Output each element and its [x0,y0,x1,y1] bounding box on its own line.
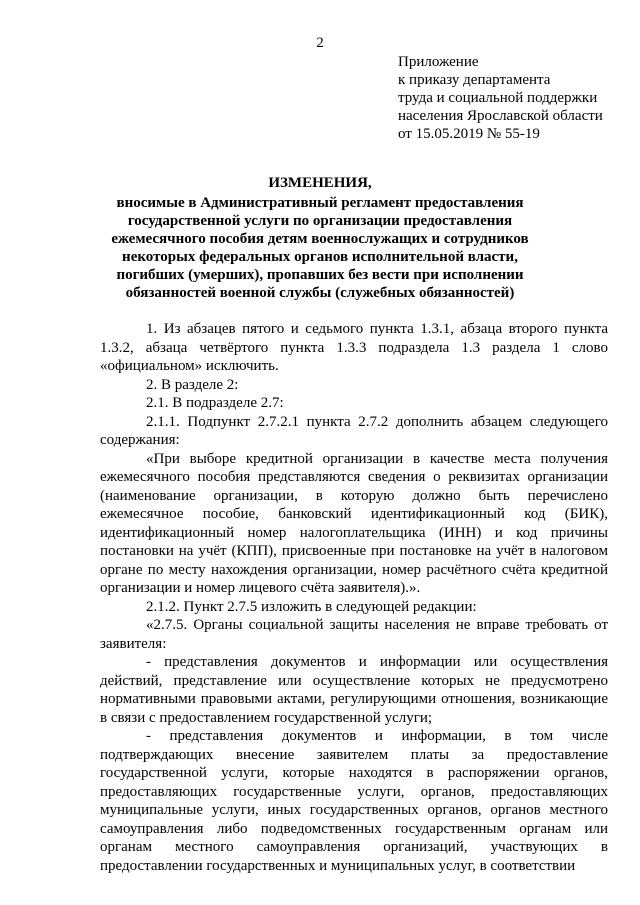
appendix-block [398,53,628,143]
page-number: 2 [316,35,324,51]
appendix-line: населения Ярославской области [398,108,603,124]
document-subtitle: вносимые в Административный регламент предоставления государственной услуги по организации предоставления ежемесячного пособия детям военнослужащих и сотрудников некоторых федеральных органов исполнительной власти, погибших (умерших), пропавших без вести при исполнении обязанностей военной службы (служебных обязанностей) [111,195,529,301]
paragraph: 1. Из абзацев пятого и седьмого пункта 1.3.1, абзаца второго пункта 1.3.2, абзаца четвёртого пункта 1.3.3 подраздела 1.3 раздела 1 слово «официальном» исключить. [100,321,608,374]
appendix-line: от 15.05.2019 № 55-19 [398,126,540,142]
paragraph: - представления документов и информации или осуществления действий, представление или осуществление которых не предусмотрено нормативными правовыми актами, регулирующими отношения, возникающие в связи с предоставлением государственной услуги; [100,654,608,726]
paragraph: «При выборе кредитной организации в качестве места получения ежемесячного пособия представляются сведения о реквизитах организации (наименование организации, в которую должно быть перечислено ежемесячное пособие, банковский идентификационный код (БИК), идентификационный номер налогоплательщика (ИНН) и код причины постановки на учёт (КПП), присвоенные при постановке на учёт в налоговом органе по месту нахождения организации, номер расчётного счёта кредитной организации и номер лицевого счёта заявителя).». [100,450,608,596]
paragraph: 2.1.2. Пункт 2.7.5 изложить в следующей редакции: [146,598,477,615]
paragraph: «2.7.5. Органы социальной защиты населения не вправе требовать от заявителя: [100,617,608,652]
appendix-line: Приложение [398,54,479,70]
appendix-line: к приказу департамента [398,72,551,88]
document-body [100,320,608,875]
paragraph: 2.1.1. Подпункт 2.7.2.1 пункта 2.7.2 дополнить абзацем следующего содержания: [100,413,608,448]
paragraph: - представления документов и информации, в том числе подтверждающих внесение заявителем платы за предоставление государственной услуги, которые находятся в распоряжении органов, предоставляющих государственные услуги, органов, предоставляющих муниципальные услуги, иных государственных органов, органов местного самоуправления либо подведомственных государственным органам или органам местного самоуправления организаций, участвующих в предоставлении государственных и муниципальных услуг, в соответствии [100,728,608,874]
paragraph: 2. В разделе 2: [146,376,239,393]
appendix-line: труда и социальной поддержки [398,90,598,106]
paragraph: 2.1. В подразделе 2.7: [146,395,284,411]
document-heading [100,174,540,302]
document-title: ИЗМЕНЕНИЯ, [268,175,372,191]
